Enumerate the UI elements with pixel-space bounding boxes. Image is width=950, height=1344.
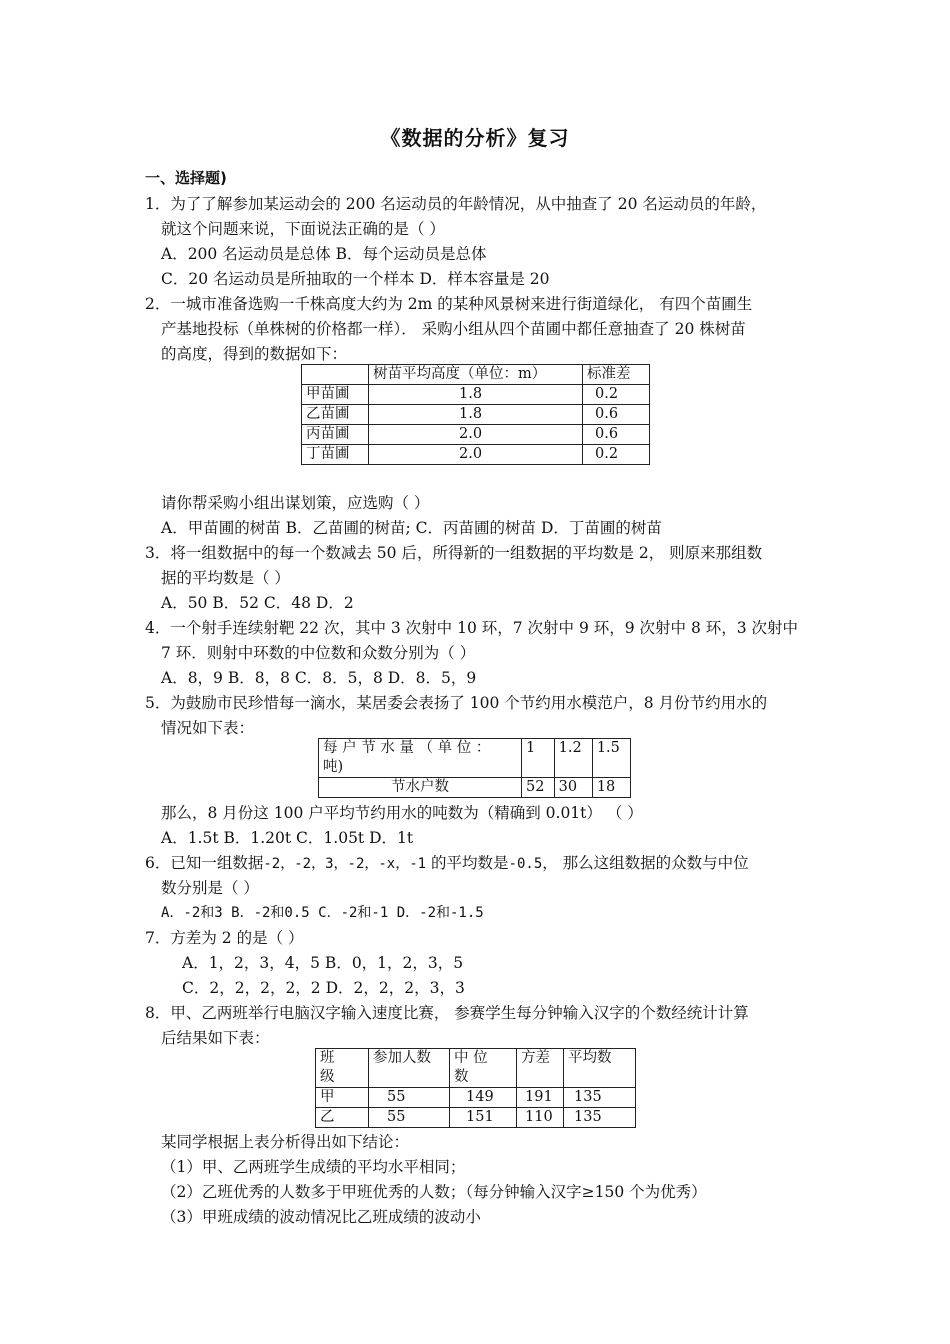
q6-text-2: 数分别是（ ）: [161, 879, 259, 897]
table-cell: 135: [564, 1108, 636, 1128]
q6-text-suffix: ， 那么这组数据的众数与中位: [542, 854, 749, 872]
table-cell: 节水户数: [319, 778, 522, 798]
q3-text-1: 3．将一组数据中的每一个数减去 50 后，所得新的一组数据的平均数是 2， 则原来那组数: [145, 544, 763, 562]
table-cell: 0.2: [583, 385, 650, 405]
table-cell: 2.0: [369, 425, 583, 445]
q8-conclusion-2: （2）乙班优秀的人数多于甲班优秀的人数；（每分钟输入汉字≥150 个为优秀）: [161, 1183, 707, 1201]
table-cell: 甲: [316, 1088, 369, 1108]
q7-options-2: C．2，2，2，2，2 D．2，2，2，3，3: [182, 979, 465, 997]
q5-table: [318, 738, 631, 798]
table-header-line: 中 位: [454, 1050, 488, 1066]
table-cell: 丁苗圃: [302, 445, 369, 465]
table-cell: 甲苗圃: [302, 385, 369, 405]
q6-text-prefix: 6．已知一组数据: [145, 854, 264, 872]
table-cell: 丙苗圃: [302, 425, 369, 445]
q2-options-1: A．甲苗圃的树苗 B．乙苗圃的树苗; C．丙苗圃的树苗 D．丁苗圃的树苗: [161, 519, 662, 537]
table-cell: 149: [450, 1088, 517, 1108]
table-cell: 2.0: [369, 445, 583, 465]
q8-conclusion-1: （1）甲、乙两班学生成绩的平均水平相同；: [161, 1158, 466, 1176]
table-row: [302, 445, 650, 465]
q1-text-2: 就这个问题来说，下面说法正确的是（ ）: [161, 220, 445, 238]
table-header: 树苗平均高度（单位：m）: [369, 365, 583, 385]
table-cell: 135: [564, 1088, 636, 1108]
table-header: [319, 739, 522, 778]
q2-text-1: 2．一城市准备选购一千株高度大约为 2m 的某种风景树来进行街道绿化， 有四个苗圃生: [145, 295, 753, 313]
table-cell: 乙苗圃: [302, 405, 369, 425]
table-row: [302, 405, 650, 425]
table-cell: 0.6: [583, 425, 650, 445]
q1-options-1: A．200 名运动员是总体 B．每个运动员是总体: [161, 245, 487, 263]
table-row: [302, 365, 650, 385]
q5-text-1: 5．为鼓励市民珍惜每一滴水，某居委会表扬了 100 个节约用水模范户，8 月份节约用水的: [145, 694, 768, 712]
table-header: 标准差: [583, 365, 650, 385]
table-row: [316, 1108, 636, 1128]
q8-text-3: 某同学根据上表分析得出如下结论：: [161, 1133, 410, 1151]
table-row: [319, 739, 631, 778]
table-row: [316, 1088, 636, 1108]
table-cell: 191: [517, 1088, 564, 1108]
table-row: [316, 1049, 636, 1088]
table-cell: 1.8: [369, 385, 583, 405]
q3-options-1: A．50 B．52 C．48 D．2: [161, 594, 354, 612]
table-cell: 151: [450, 1108, 517, 1128]
q2-text-4: 请你帮采购小组出谋划策，应选购（ ）: [161, 494, 430, 512]
table-row: [302, 385, 650, 405]
q5-text-3: 那么，8 月份这 100 户平均节约用水的吨数为（精确到 0.01t） （ ）: [161, 804, 643, 822]
table-cell: 1.8: [369, 405, 583, 425]
q1-text-1: 1．为了了解参加某运动会的 200 名运动员的年龄情况，从中抽查了 20 名运动员的年龄，: [145, 195, 767, 213]
table-cell: 18: [592, 778, 630, 798]
table-cell: 30: [554, 778, 592, 798]
table-header-line: 吨): [323, 759, 344, 775]
q5-text-2: 情况如下表：: [161, 719, 255, 737]
q8-text-2: 后结果如下表：: [161, 1029, 270, 1047]
q6-text-mid: 的平均数是: [426, 854, 509, 872]
q8-conclusion-3: （3）甲班成绩的波动情况比乙班成绩的波动小: [161, 1208, 481, 1226]
q1-options-2: C．20 名运动员是所抽取的一个样本 D．样本容量是 20: [161, 270, 550, 288]
table-header: 1.2: [554, 739, 592, 778]
table-header-line: 数: [454, 1069, 469, 1085]
table-header: 1: [522, 739, 555, 778]
section-heading: 一、选择题): [145, 169, 227, 187]
q2-text-2: 产基地投标（单株树的价格都一样）． 采购小组从四个苗圃中都任意抽查了 20 株树苗: [161, 320, 746, 338]
q3-text-2: 据的平均数是（ ）: [161, 569, 290, 587]
page-title: 《数据的分析》复习: [380, 126, 570, 150]
q6-data-values: -2，-2，3，-2，-x，-1: [263, 856, 427, 872]
table-cell: [302, 365, 369, 385]
table-row: [319, 778, 631, 798]
q7-options-1: A．1，2，3，4，5 B．0，1，2，3，5: [182, 954, 464, 972]
table-header-line: 每 户 节 水 量 （ 单 位 ：: [323, 740, 491, 756]
table-header: 参加人数: [369, 1049, 450, 1088]
q6-mean-value: -0.5: [508, 856, 543, 872]
q5-options-1: A．1.5t B．1.20t C．1.05t D．1t: [161, 829, 414, 847]
q6-options-1: A．-2和3 B．-2和0.5 C．-2和-1 D．-2和-1.5: [161, 905, 484, 921]
table-cell: 0.2: [583, 445, 650, 465]
q6-text-1: [145, 851, 749, 877]
table-cell: 乙: [316, 1108, 369, 1128]
table-header-line: 班: [320, 1050, 335, 1066]
table-cell: 52: [522, 778, 555, 798]
table-header: 1.5: [592, 739, 630, 778]
table-header: 方差: [517, 1049, 564, 1088]
table-cell: 0.6: [583, 405, 650, 425]
table-row: [302, 425, 650, 445]
table-header: [450, 1049, 517, 1088]
q4-options-1: A．8，9 B．8，8 C．8．5，8 D．8．5，9: [161, 669, 477, 687]
q4-text-1: 4．一个射手连续射靶 22 次，其中 3 次射中 10 环，7 次射中 9 环，9 次射中 8 环，3 次射中: [145, 619, 799, 637]
q7-text-1: 7．方差为 2 的是（ ）: [145, 929, 304, 947]
table-cell: 55: [369, 1108, 450, 1128]
q4-text-2: 7 环．则射中环数的中位数和众数分别为（ ）: [161, 644, 476, 662]
table-cell: 55: [369, 1088, 450, 1108]
table-header: [316, 1049, 369, 1088]
table-header-line: 级: [320, 1069, 335, 1085]
q2-table: [301, 364, 650, 465]
table-cell: 110: [517, 1108, 564, 1128]
q8-table: [315, 1048, 636, 1128]
table-header: 平均数: [564, 1049, 636, 1088]
q8-text-1: 8．甲、乙两班举行电脑汉字输入速度比赛， 参赛学生每分钟输入汉字的个数经统计计算: [145, 1004, 749, 1022]
q2-text-3: 的高度，得到的数据如下：: [161, 345, 348, 363]
